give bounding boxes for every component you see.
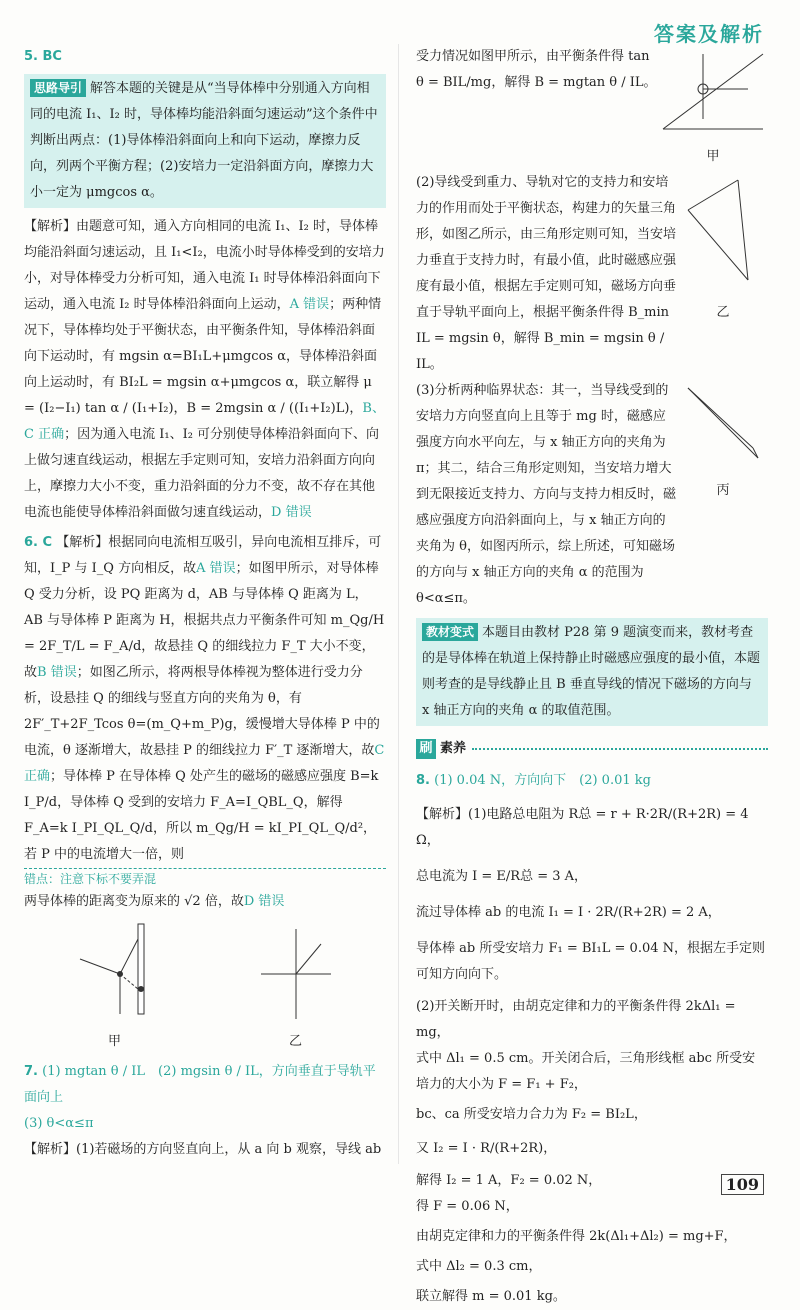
q6-error-note: 错点：注意下标不要弄混 — [24, 868, 386, 889]
q8-line-9: 解得 I₂ = 1 A，F₂ = 0.02 N， — [416, 1173, 602, 1188]
q6-conclusion — [24, 889, 386, 915]
q6-figures — [24, 919, 386, 1055]
q6-heading: 6. C — [24, 535, 53, 550]
q8-line-4: 导体棒 ab 所受安培力 F₁ = BI₁L = 0.04 N，根据左手定则可知方向向下。 — [416, 941, 766, 982]
q5-analysis-text-2: ；两种情况下，导体棒均处于平衡状态，由平衡条件知，导体棒沿斜面向下运动时，有 mgsin α=BI₁L+μmgcos α，导体棒沿斜面向上运动时，有 BI₂L = mgsin α+μmgcos α，联立解得 μ = (I₂−I₁) tan α / (I₁+I₂)，B = 2mgsin α / ((I₁+I₂)L)， — [24, 297, 382, 416]
q7-answer — [24, 1059, 386, 1111]
q6-option-d: D 错误 — [243, 894, 285, 909]
q6-block — [24, 530, 386, 868]
q8-line-11: 由胡克定律和力的平衡条件得 2k(Δl₁+Δl₂) = mg+F， — [416, 1229, 737, 1244]
q8-line-6: 式中 Δl₁ = 0.5 cm。开关闭合后，三角形线框 abc 所受安培力的大小为 F = F₁ + F₂， — [416, 1051, 756, 1092]
q8-line-8: 又 I₂ = I · R/(R+2R)， — [416, 1141, 557, 1156]
q6-figure-jia — [60, 919, 170, 1055]
q7-figure-bing — [678, 378, 768, 612]
q6-analysis-text-3: ；如图乙所示，将两根导体棒视为整体进行受力分析，设悬挂 Q 的细线与竖直方向的夹角为 θ，有 2F′_T+2F_Tcos θ=(m_Q+m_P)g，缓慢增大导体棒 P 中的电流，θ 逐渐增大，故悬挂 P 的细线拉力 F′_T 逐渐增大，故 — [24, 665, 380, 758]
q7-answer-3: (3) θ<α≤π — [24, 1116, 94, 1131]
q5-guide-box — [24, 74, 386, 208]
q8-line-12: 式中 Δl₂ = 0.3 cm， — [416, 1259, 542, 1274]
q7-part1 — [416, 44, 768, 170]
textbook-variant-box — [416, 618, 768, 726]
q7-part2-text: (2)导线受到重力、导轨对它的支持力和安培力的作用而处于平衡状态，构建力的矢量三角形，如图乙所示，由三角形定则可知，当安培力垂直于支持力时，有最小值，此时磁感应强度有最小值，根据左手定则可知，磁场方向垂直于导轨平面向上，根据平衡条件得 B_min IL = mgsin θ，解得 B_min = mgsin θ / IL。 — [416, 175, 677, 372]
q8-line-10: 得 F = 0.06 N， — [416, 1199, 519, 1214]
q6-diagram-jia — [60, 919, 170, 1029]
section-header-suyang — [416, 736, 768, 762]
q7-figure-bing-label: 丙 — [716, 483, 730, 498]
q8-line-13: 联立解得 m = 0.01 kg。 — [416, 1289, 566, 1304]
q7-heading: 7. — [24, 1064, 38, 1079]
q5-analysis — [24, 214, 386, 526]
q7-diagram-yi — [678, 170, 768, 290]
column-divider — [398, 44, 399, 1164]
q6-option-a: A 错误 — [196, 561, 236, 576]
right-column — [416, 44, 768, 1310]
q7-answer-text: (1) mgtan θ / IL (2) mgsin θ / IL，方向垂直于导轨平面向上 — [24, 1064, 376, 1105]
q8-answer — [416, 768, 768, 794]
section-divider — [472, 748, 768, 750]
q5-guide-tag: 思路导引 — [30, 79, 86, 97]
q7-figure-yi-label: 乙 — [716, 305, 730, 320]
section-title: 素养 — [440, 741, 467, 756]
q8-line-2: 总电流为 I = E/R总 = 3 A， — [416, 869, 588, 884]
section-badge: 刷 — [416, 739, 436, 759]
q5-option-a: A 错误 — [289, 297, 330, 312]
q6-option-b: B 错误 — [37, 665, 77, 680]
q7-part1-text: 受力情况如图甲所示，由平衡条件得 tan θ = BIL/mg，解得 B = mgtan θ / IL。 — [416, 49, 657, 90]
q6-figure-yi — [241, 919, 351, 1055]
q7-diagram-bing — [678, 378, 768, 468]
q5-option-d: D 错误 — [271, 505, 312, 520]
q6-analysis-text-2: ；如图甲所示，对导体棒 Q 受力分析，设 PQ 距离为 d，AB 与导体棒 Q 距离为 L，AB 与导体棒 P 距离为 H，根据共点力平衡条件可知 m_Qg/H = 2F_T/L = F_A/d，故悬挂 Q 的细线拉力 F_T 大小不变，故 — [24, 561, 385, 680]
page-number: 109 — [721, 1174, 764, 1195]
q6-analysis-text: 【解析】根据同向电流相互吸引，异向电流相互排斥，可知，I_P 与 I_Q 方向相反，故 — [24, 535, 382, 576]
q8-answer-text: (1) 0.04 N，方向向下 (2) 0.01 kg — [434, 773, 651, 788]
q6-diagram-yi — [241, 919, 351, 1029]
q8-line-3: 流过导体棒 ab 的电流 I₁ = I · 2R/(R+2R) = 2 A， — [416, 905, 721, 920]
q7-part3-text: (3)分析两种临界状态：其一，当导线受到的安培力方向竖直向上且等于 mg 时，磁感应强度方向水平向左，与 x 轴正方向的夹角为 π；其二，结合三角形定则知，当安培力增大到无限接近支持力、方向与支持力相反时，磁感应强度方向沿斜面向上，与 x 轴正方向的夹角为 θ，如图丙所示，综上所述，可知磁场的方向与 x 轴正方向的夹角 α 的范围为 θ<α≤π。 — [416, 383, 677, 606]
q7-part3 — [416, 378, 768, 612]
q6-option-c: C 正确 — [24, 743, 385, 784]
textbook-variant-tag: 教材变式 — [422, 623, 478, 641]
left-column — [24, 44, 386, 1163]
q6-figure-yi-label: 乙 — [288, 1034, 302, 1049]
q6-conclusion-text: 两导体棒的距离变为原来的 √2 倍，故 — [24, 894, 244, 909]
q7-figure-jia — [658, 44, 768, 170]
q8-line-7: bc、ca 所受安培力合力为 F₂ = BI₂L， — [416, 1107, 647, 1122]
q8-line-5: (2)开关断开时，由胡克定律和力的平衡条件得 2kΔl₁ = mg， — [416, 999, 736, 1040]
page-header-title: 答案及解析 — [654, 22, 764, 46]
q7-analysis-start: 【解析】(1)若磁场的方向竖直向上，从 a 向 b 观察，导线 ab — [24, 1142, 382, 1157]
textbook-variant-text: 本题目由教材 P28 第 9 题演变而来，教材考查的是导体棒在轨道上保持静止时磁感应强度的最小值，本题则考查的是导线静止且 B 垂直导线的情况下磁场的方向与 x 轴正方向的夹角 α 的取值范围。 — [422, 625, 761, 718]
q5-guide-text: 解答本题的关键是从“当导体棒中分别通入方向相同的电流 I₁、I₂ 时，导体棒均能沿斜面匀速运动”这个条件中判断出两点：(1)导体棒沿斜面向上和向下运动，摩擦力反向，列两个平衡方程；(2)安培力一定沿斜面方向，摩擦力大小一定为 μmgcos α。 — [30, 81, 378, 200]
q8-line-1: 【解析】(1)电路总电阻为 R总 = r + R·2R/(R+2R) = 4 Ω， — [416, 807, 749, 848]
q7-figure-jia-label: 甲 — [706, 149, 720, 164]
q6-analysis-text-4: ；导体棒 P 在导体棒 Q 处产生的磁场的磁感应强度 B=k I_P/d，导体棒 Q 受到的安培力 F_A=I_QBL_Q，解得 F_A=k I_PI_QL_Q/d，所以 m_Qg/H = kI_PI_QL_Q/d²，若 P 中的电流增大一倍，则 — [24, 769, 379, 862]
q6-figure-jia-label: 甲 — [107, 1034, 121, 1049]
q8-heading: 8. — [416, 773, 430, 788]
q5-heading: 5. BC — [24, 49, 62, 64]
q7-figure-yi — [678, 170, 768, 378]
q5-option-bc: B、C 正确 — [24, 401, 385, 442]
q5-analysis-text: 【解析】由题意可知，通入方向相同的电流 I₁、I₂ 时，导体棒均能沿斜面匀速运动，且 I₁<I₂，电流小时导体棒受到的安培力小，对导体棒受力分析可知，通入电流 I₁ 时导体棒沿斜面向下运动，通入电流 I₂ 时导体棒沿斜面向上运动， — [24, 219, 385, 312]
q7-diagram-jia — [658, 44, 768, 134]
q7-part2 — [416, 170, 768, 378]
q5-analysis-text-3: ；因为通入电流 I₁、I₂ 可分别使导体棒沿斜面向下、向上做匀速直线运动，根据左手定则可知，安培力沿斜面方向向上，摩擦力大小不变，重力沿斜面的分力不变，故不存在其他电流也能使导体棒沿斜面做匀速直线运动， — [24, 427, 380, 520]
